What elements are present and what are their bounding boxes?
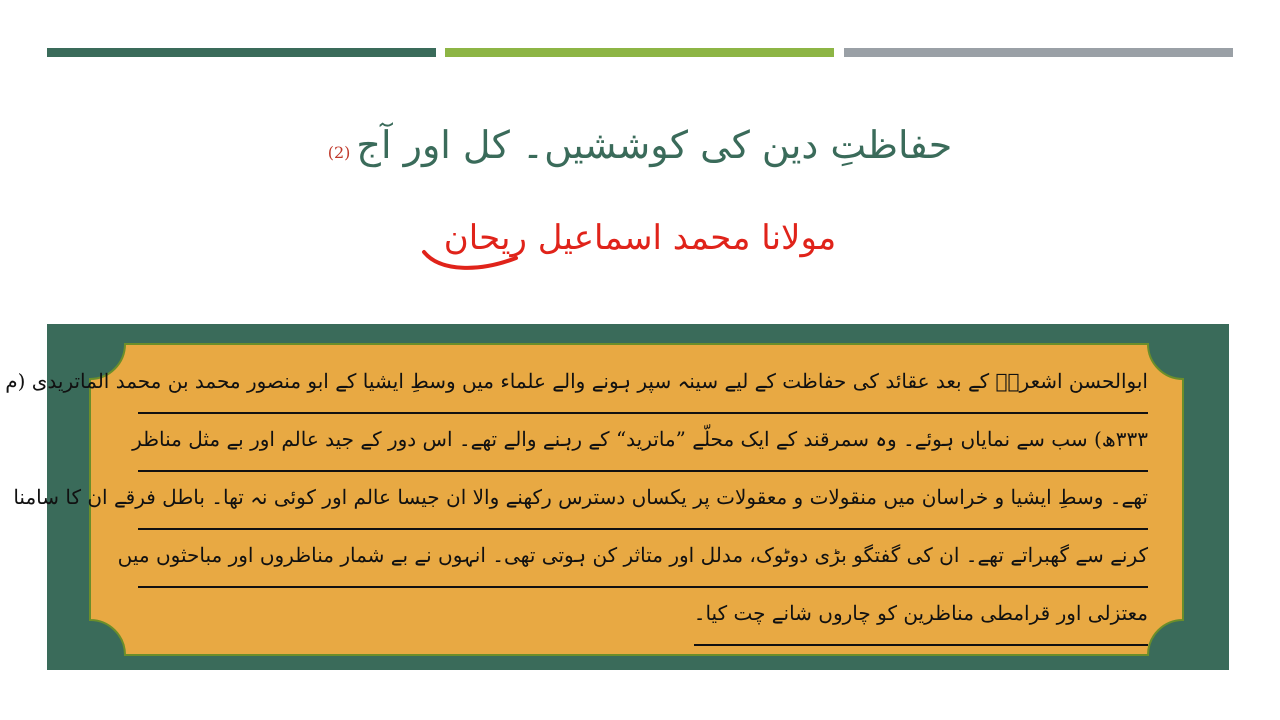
- article-line: ابوالحسن اشعریؒ کے بعد عقائد کی حفاظت کے لیے سینہ سپر ہونے والے علماء میں وسطِ ایشیا کے ابو منصور محمد بن محمد الماتریدی (م: [138, 356, 1148, 414]
- title-text: حفاظتِ دین کی کوششیں۔ کل اور آج: [356, 123, 953, 167]
- accent-bar-light-green: [445, 48, 834, 57]
- article-line: ۳۳۳ھ) سب سے نمایاں ہوئے۔ وہ سمرقند کے ایک محلّے ”ماترید“ کے رہنے والے تھے۔ اس دور کے جید عالم اور بے مثل مناظر: [138, 414, 1148, 472]
- accent-bar-dark-green: [47, 48, 436, 57]
- article-line: معتزلی اور قرامطی مناظرین کو چاروں شانے چت کیا۔: [694, 588, 1148, 646]
- article-body: [5, 356, 1148, 656]
- title-part-number: (2): [327, 143, 351, 162]
- accent-bar-gray: [844, 48, 1233, 57]
- slide-title: [0, 125, 1280, 195]
- calligraphy-swash-icon: [420, 238, 520, 278]
- article-line: تھے۔ وسطِ ایشیا و خراسان میں منقولات و معقولات پر یکساں دسترس رکھنے والا ان جیسا عالم اور کوئی نہ تھا۔ باطل فرقے ان کا سامنا: [138, 472, 1148, 530]
- article-line: کرنے سے گھبراتے تھے۔ ان کی گفتگو بڑی دوٹوک، مدلل اور متاثر کن ہوتی تھی۔ انہوں نے بے شمار مناظروں اور مباحثوں میں: [138, 530, 1148, 588]
- author-name: مولانا محمد اسماعیل ریحان: [443, 218, 837, 258]
